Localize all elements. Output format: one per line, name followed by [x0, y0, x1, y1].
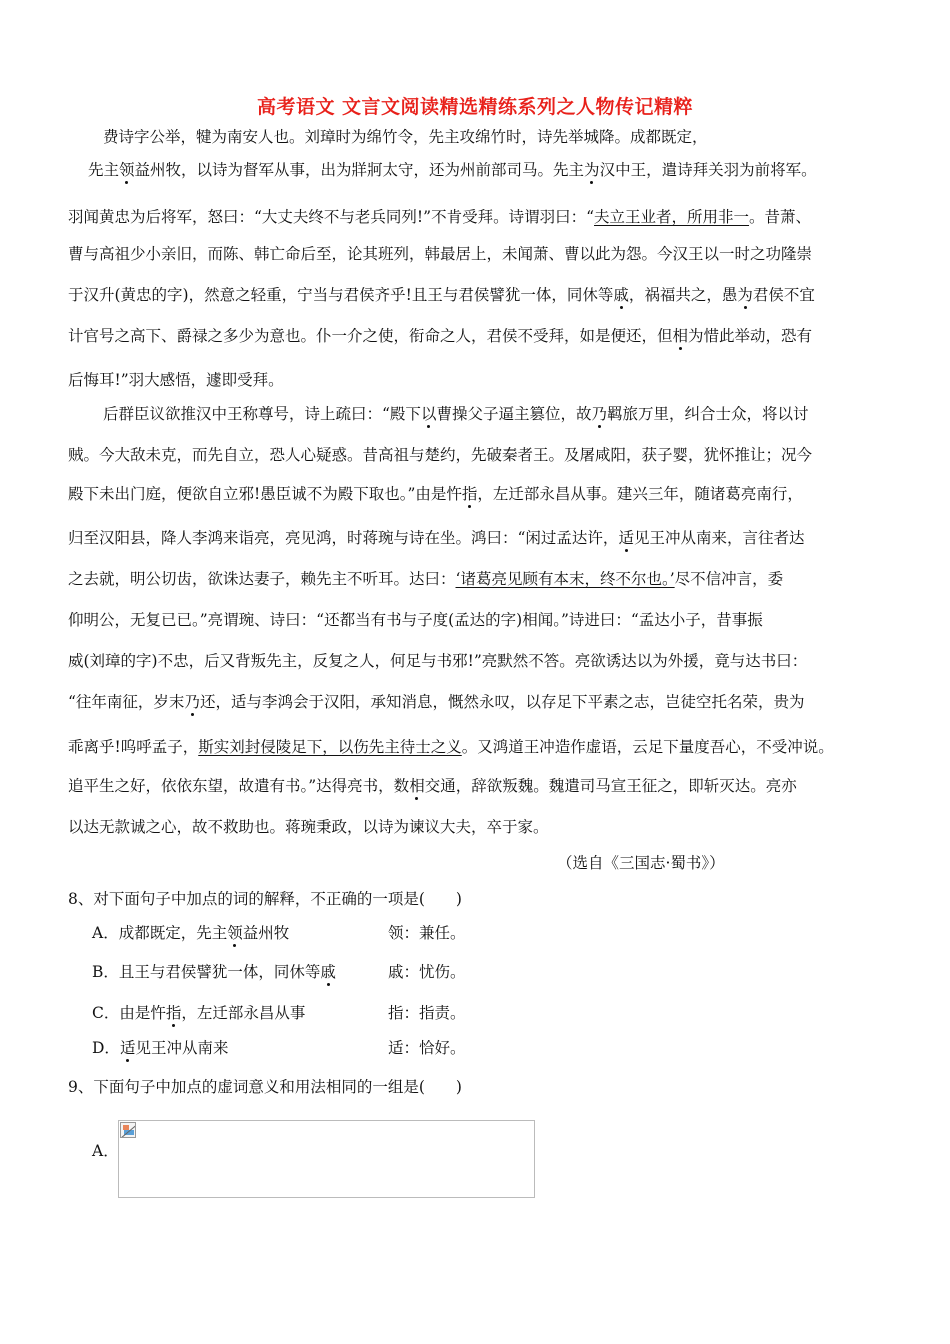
- question-8-stem: 8、对下面句子中加点的词的解释，不正确的一项是( ): [68, 890, 462, 908]
- emphasized-word: 适: [119, 1039, 136, 1057]
- emphasized-word: 以: [420, 405, 437, 423]
- emphasized-word: 为: [584, 161, 600, 179]
- passage-text: 还，适与李鸿会于汉阳，承知消息，慨然永叹，以存足下平素之志，岂徒空托名荣，贵为: [199, 693, 805, 711]
- passage-line: [68, 484, 803, 504]
- passage-line: [88, 160, 817, 180]
- option-text: 见王冲从南来: [135, 1039, 229, 1057]
- emphasized-word: 指: [165, 1004, 182, 1022]
- source-citation: （选自《三国志·蜀书》）: [557, 854, 725, 872]
- passage-line: [68, 326, 812, 346]
- underlined-sentence: ‘诸葛亮见顾有本末，终不尔也。’: [455, 570, 675, 588]
- passage-text: 汉中王，遣诗拜关羽为前将军。: [599, 161, 817, 179]
- emphasized-word: 领: [119, 161, 135, 179]
- passage-line: [68, 207, 811, 227]
- option-text: ，左迁部永昌从事: [181, 1004, 306, 1022]
- emphasized-word: 戚: [320, 963, 336, 981]
- emphasized-word: 乃: [184, 693, 200, 711]
- passage-line: [68, 776, 797, 796]
- passage-line: [68, 528, 804, 548]
- option-text: A．成都既定，先主: [92, 924, 228, 942]
- option-gloss: 领：兼任。: [388, 924, 466, 942]
- broken-image-icon: [120, 1122, 136, 1138]
- passage-text: 见王冲从南来，言往者达: [633, 529, 805, 547]
- emphasized-word: 相: [409, 777, 425, 795]
- passage-text: 归至汉阳县，降人李鸿来诣亮，亮见鸿，时蒋琬与诗在坐。鸿曰：“闲过孟达许，: [68, 529, 619, 547]
- passage-text: 。又鸿道王冲造作虚语，云足下量度吾心，不受冲说。: [461, 738, 834, 756]
- emphasized-word: 领: [227, 924, 243, 942]
- question-8-option: [92, 960, 336, 982]
- passage-text: 乖离乎!呜呼孟子，: [68, 738, 199, 756]
- passage-text: ，左迁部永昌从事。建兴三年，随诸葛亮南行，: [477, 485, 803, 503]
- passage-text: 追平生之好，依依东望，故遣有书。”达得亮书，数: [68, 777, 410, 795]
- passage-text: 交通，辞欲叛魏。魏遣司马宣王征之，即斩灭达。亮亦: [424, 777, 797, 795]
- passage-line: 仰明公，无复已已。”亮谓琬、诗曰：“还都当有书与子度(孟达的字)相闻。”诗进曰：“孟达小子，昔事振: [68, 611, 763, 629]
- passage-line: [68, 737, 834, 757]
- passage-text: 曹操父子逼主篡位，故: [436, 405, 592, 423]
- passage-text: 羁旅万里，纠合士众，将以讨: [606, 405, 809, 423]
- passage-line: 曹与高祖少小亲旧，而陈、韩亡命后至，论其班列，韩最居上，未闻萧、曹以此为怨。今汉王以一时之功隆崇: [68, 245, 813, 263]
- passage-text: 于汉升(黄忠的字)，然意之轻重，宁当与君侯齐乎!且王与君侯譬犹一体，同休等: [68, 286, 614, 304]
- passage-line: [68, 285, 815, 305]
- passage-text: 后群臣议欲推汉中王称尊号，诗上疏曰：“殿下: [103, 405, 421, 423]
- underlined-sentence: 夫立王业者，所用非一: [594, 208, 750, 226]
- option-gloss: 指：指责。: [388, 1004, 466, 1022]
- option-text: 益州牧: [242, 924, 290, 942]
- passage-text: 。昔萧、: [749, 208, 812, 226]
- passage-text: 之去就，明公切齿，欲诛达妻子，赖先主不听耳。达曰：: [68, 570, 456, 588]
- passage-line: 后悔耳!”羽大感悟，遽即受拜。: [68, 371, 284, 389]
- passage-line: 威(刘璋的字)不忠，后又背叛先主，反复之人，何足与书邪!”亮默然不答。亮欲诱达以为外援，竟与达书曰：: [68, 652, 808, 670]
- option-gloss: 戚：忧伤。: [388, 963, 466, 981]
- question-9-option-a-label: A．: [92, 1142, 119, 1160]
- emphasized-word: 适: [618, 529, 634, 547]
- passage-text: 殿下未出门庭，便欲自立邪!愚臣诚不为殿下取也。”由是忤: [68, 485, 462, 503]
- question-9-stem: 9、下面句子中加点的虚词意义和用法相同的一组是( ): [68, 1078, 462, 1096]
- question-8-option: [92, 1036, 228, 1058]
- question-8-option: [92, 921, 289, 943]
- option-text: C．由是忤: [92, 1004, 166, 1022]
- passage-text: 尽不信冲言，委: [674, 570, 784, 588]
- passage-line: [68, 569, 783, 589]
- passage-line: 贼。今大敌未克，而先自立，恐人心疑惑。昔高祖与楚约，先破秦者王。及屠咸阳，获子婴，犹怀推让；况今: [68, 446, 813, 464]
- passage-line: [103, 404, 809, 424]
- page-title: 高考语文 文言文阅读精选精练系列之人物传记精粹: [256, 96, 694, 118]
- emphasized-word: 为: [737, 286, 753, 304]
- passage-line: 以达无款诚之心，故不救助也。蒋琬秉政，以诗为谏议大夫，卒于家。: [68, 818, 549, 836]
- passage-text: 为惜此举动，恐有: [688, 327, 813, 345]
- passage-line: 费诗字公举，犍为南安人也。刘璋时为绵竹令，先主攻绵竹时，诗先举城降。成都既定，: [103, 128, 708, 146]
- emphasized-word: 相: [672, 327, 689, 345]
- passage-text: 羽闻黄忠为后将军，怒曰：“大丈夫终不与老兵同列!”不肯受拜。诗谓羽曰：“: [68, 208, 595, 226]
- passage-text: “往年南征，岁末: [68, 693, 185, 711]
- option-text: D．: [92, 1039, 120, 1057]
- option-text: B．且王与君侯譬犹一体，同休等: [92, 963, 321, 981]
- underlined-sentence: 斯实刘封侵陵足下，以伤先主待士之义: [198, 738, 462, 756]
- passage-line: [68, 692, 804, 712]
- passage-text: 先主: [88, 161, 120, 179]
- passage-text: 君侯不宜: [752, 286, 815, 304]
- option-a-image-box: [118, 1120, 535, 1198]
- passage-text: ，祸福共之，愚: [628, 286, 738, 304]
- emphasized-word: 戚: [613, 286, 629, 304]
- question-8-option: [92, 1001, 305, 1023]
- option-gloss: 适：恰好。: [388, 1039, 466, 1057]
- passage-text: 益州牧，以诗为督军从事，出为牂牁太守，还为州前部司马。先主: [134, 161, 585, 179]
- emphasized-word: 指: [461, 485, 478, 503]
- passage-text: 计官号之高下、爵禄之多少为意也。仆一介之使，衔命之人，君侯不受拜，如是便还，但: [68, 327, 673, 345]
- emphasized-word: 乃: [591, 405, 607, 423]
